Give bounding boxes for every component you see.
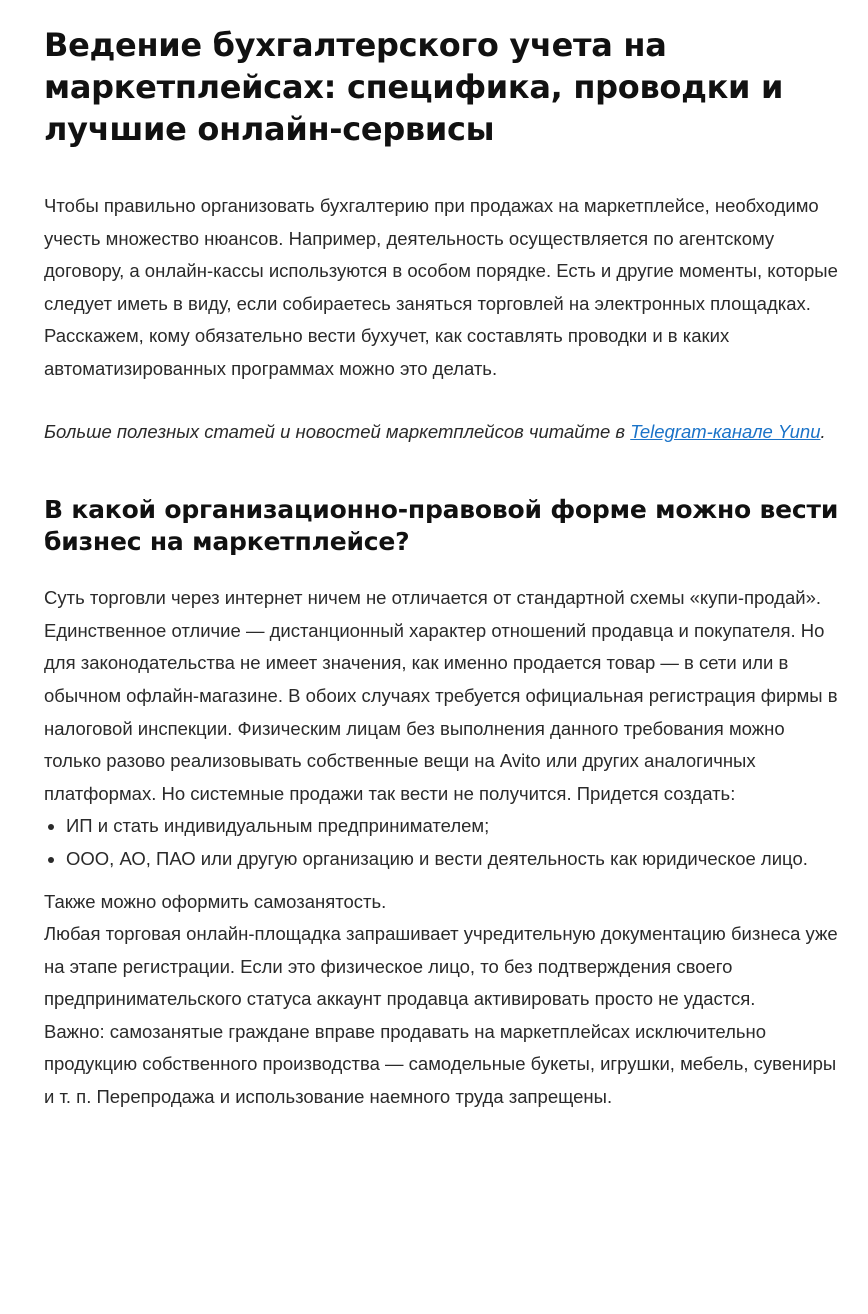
telegram-promo: [44, 416, 840, 449]
list-item-text: ИП и стать индивидуальным предпринимателем;: [66, 815, 490, 837]
section-paragraph: Суть торговли через интернет ничем не отличается от стандартной схемы «купи-продай». Единственное отличие — дистанционный характер отношений продавца и покупателя. Но для законодательства не имеет значения, как именно продается товар — в сети или в обычном офлайн-магазине. В обоих случаях требуется официальная регистрация фирмы в налоговой инспекции. Физическим лицам без выполнения данного требования можно только разово реализовывать собственные вещи на Avito или других аналогичных платформах. Но системные продажи так вести не получится. Придется создать:: [44, 587, 838, 804]
list-item: [44, 843, 840, 876]
telegram-channel-link[interactable]: Telegram-канале Yunu: [630, 420, 821, 442]
lead-paragraph: Чтобы правильно организовать бухгалтерию при продажах на маркетплейсе, необходимо учесть множество нюансов. Например, деятельность осуществляется по агентскому договору, а онлайн-кассы используются в особом порядке. Есть и другие моменты, которые следует иметь в виду, если собираетесь заняться торговлей на электронных площадках. Расскажем, кому обязательно вести бухучет, как составлять проводки и в каких автоматизированных программах можно это делать.: [44, 195, 838, 379]
list-item-text: ООО, АО, ПАО или другую организацию и вести деятельность как юридическое лицо.: [66, 847, 808, 869]
self-employed-note: Также можно оформить самозанятость.: [44, 890, 387, 912]
important-note: Важно: самозанятые граждане вправе продавать на маркетплейсах исключительно продукцию собственного производства — самодельные букеты, игрушки, мебель, сувениры и т. п. Перепродажа и использование наемного труда запрещены.: [44, 1020, 837, 1108]
registration-paragraph: Любая торговая онлайн-площадка запрашивает учредительную документацию бизнеса уже на этапе регистрации. Если это физическое лицо, то без подтверждения своего предпринимательского статуса аккаунт продавца активировать просто не удастся.: [44, 923, 838, 1010]
list-item: [44, 810, 840, 843]
bullet-dot-icon: [48, 857, 54, 863]
promo-text: Больше полезных статей и новостей маркетплейсов читайте в: [44, 420, 631, 442]
promo-suffix: .: [820, 420, 826, 442]
article-title: Ведение бухгалтерского учета на маркетплейсах: специфика, проводки и лучшие онлайн-сервисы: [44, 26, 784, 148]
bullet-dot-icon: [48, 824, 54, 830]
section-title: В какой организационно-правовой форме можно вести бизнес на маркетплейсе?: [44, 495, 839, 557]
legal-forms-list: [44, 810, 840, 875]
